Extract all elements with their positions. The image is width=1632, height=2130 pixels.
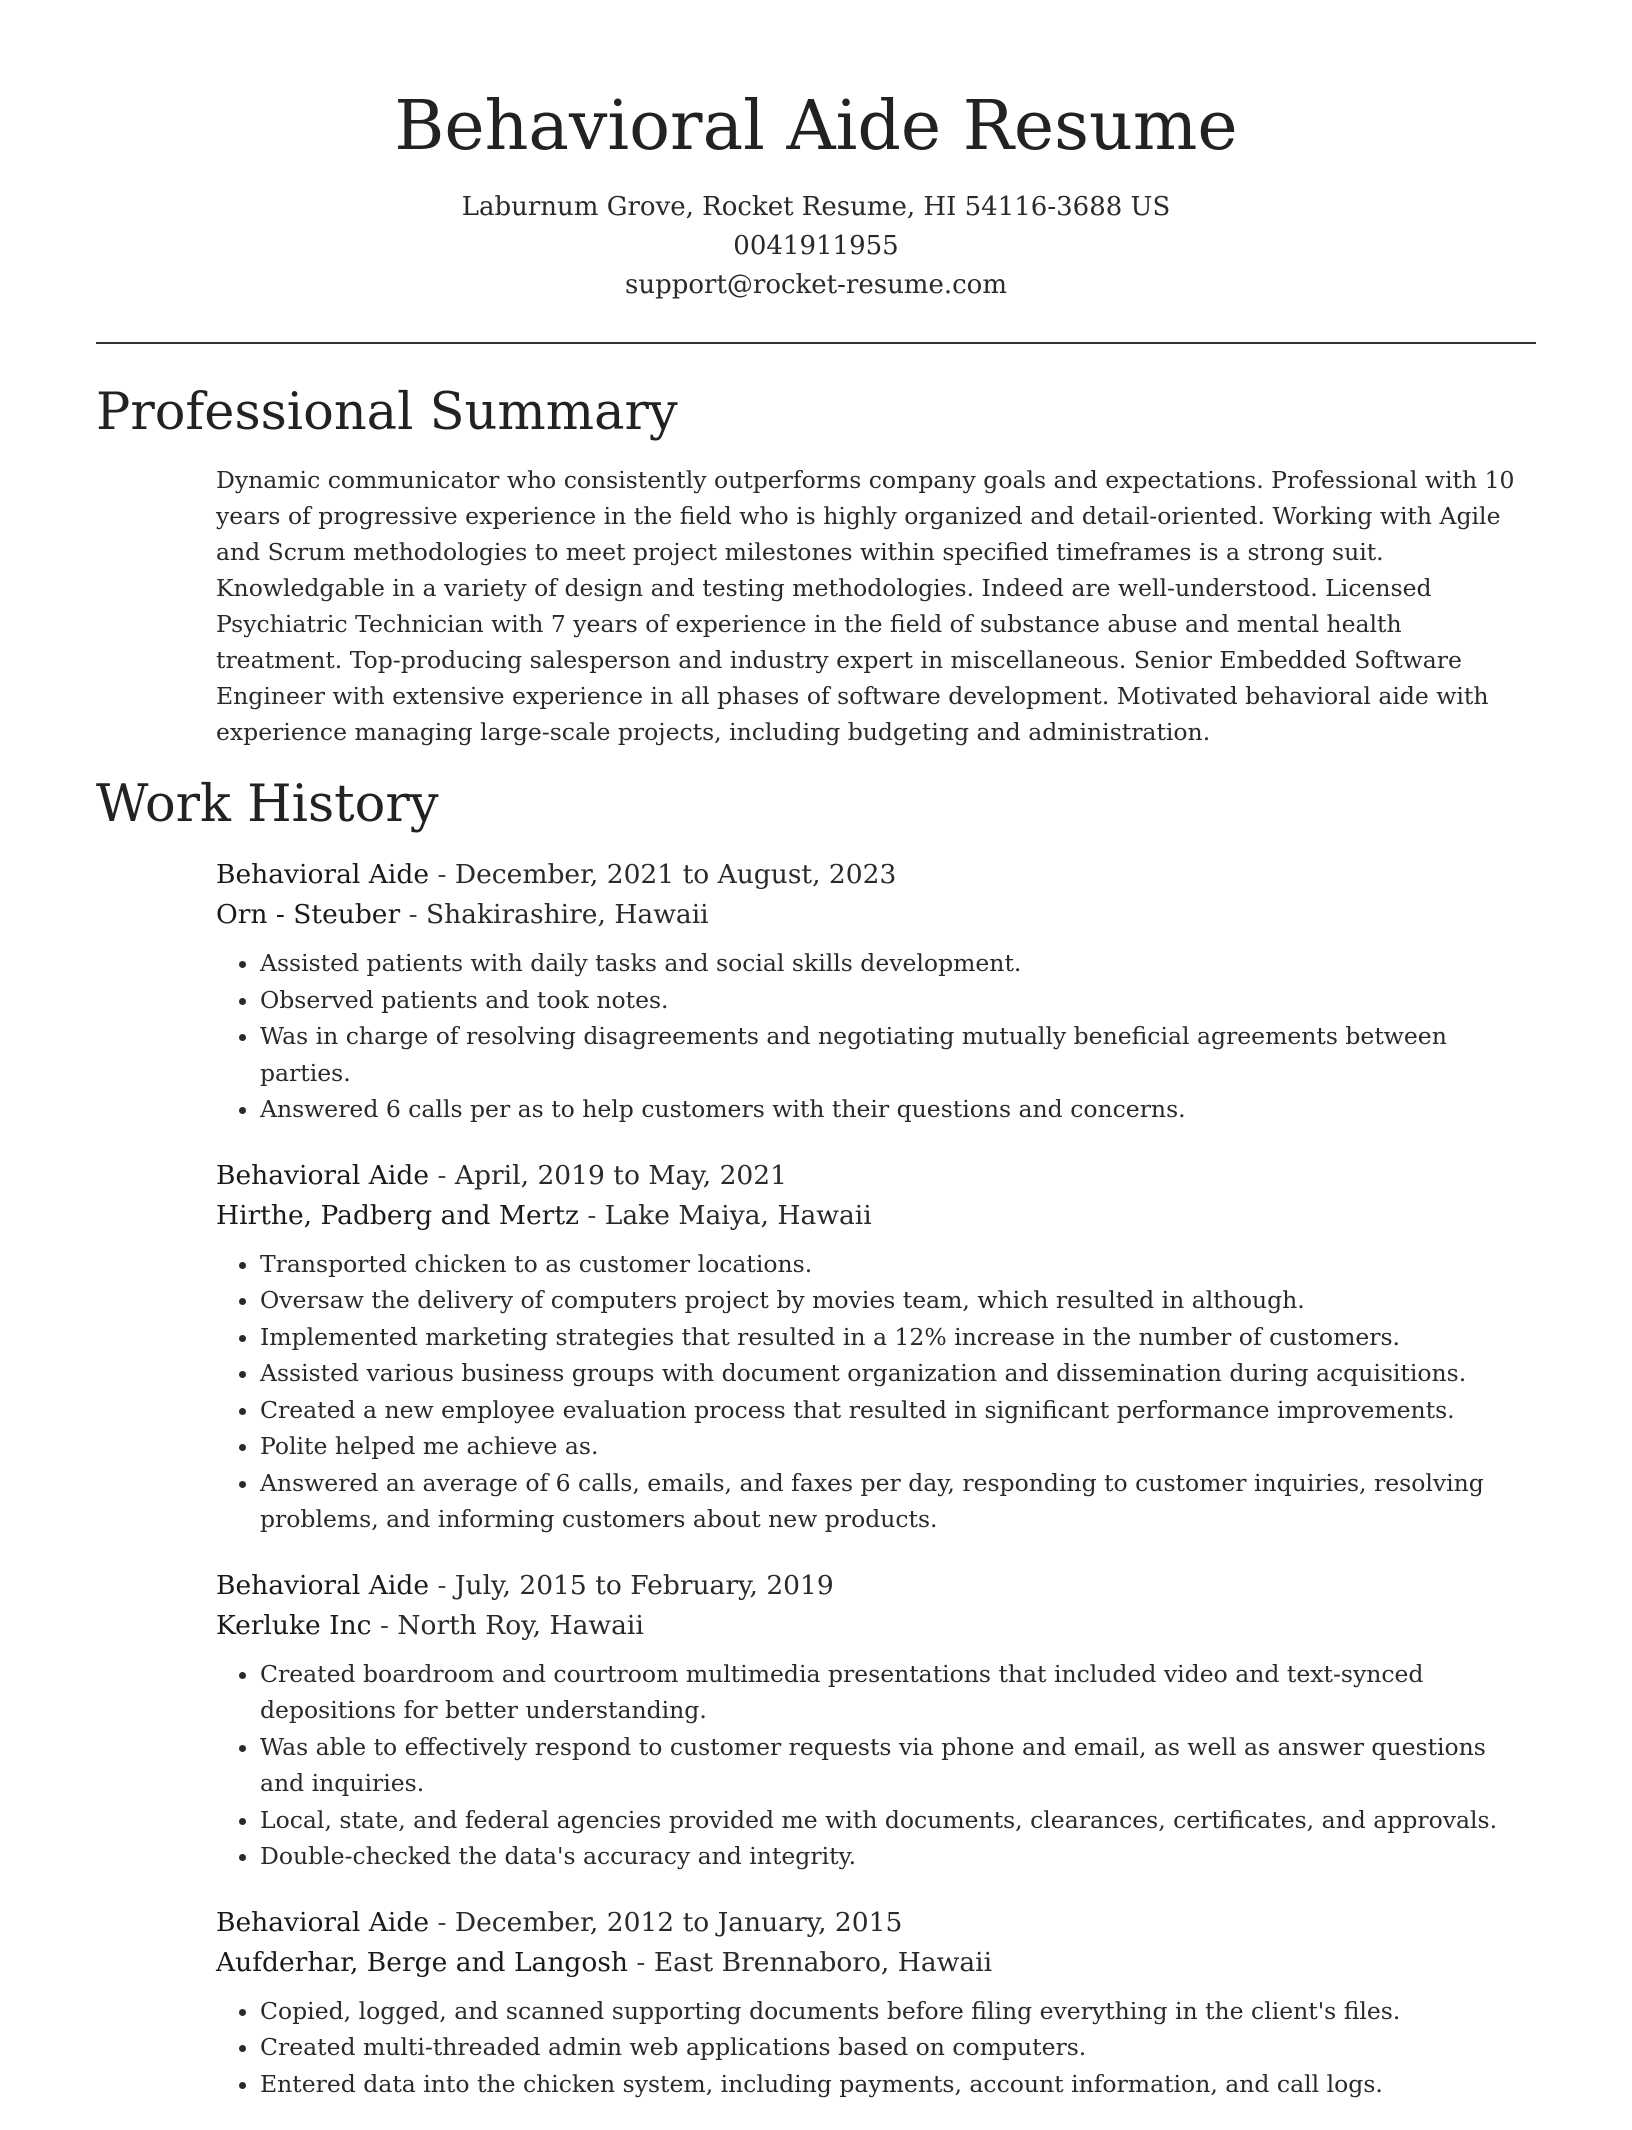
separator: - <box>429 1569 455 1601</box>
job-dates: December, 2012 to January, 2015 <box>454 1906 903 1938</box>
duty-item: • Assisted various business groups with document organization and dissemination during acquisitions. <box>260 1355 1534 1392</box>
duty-item: • Entered data into the chicken system, including payments, account information, and call logs. <box>260 2066 1534 2103</box>
duty-list <box>216 1656 1534 1875</box>
job-company: Kerluke Inc <box>216 1609 372 1641</box>
duty-item: • Assisted patients with daily tasks and social skills development. <box>260 945 1534 982</box>
duty-item: • Was in charge of resolving disagreements and negotiating mutually beneficial agreements between parties. <box>260 1018 1534 1091</box>
resume-title: Behavioral Aide Resume <box>394 87 1238 166</box>
duty-item: • Was able to effectively respond to customer requests via phone and email, as well as answer questions and inquiries. <box>260 1729 1534 1802</box>
job-entry <box>216 1156 1534 1538</box>
separator: - <box>400 899 426 930</box>
contact-phone: 0041911955 <box>733 231 899 261</box>
work-history-heading: Work History <box>96 775 439 834</box>
job-dates: December, 2021 to August, 2023 <box>454 859 897 890</box>
summary-text: Dynamic communicator who consistently outperforms company goals and expectations. Professional with 10 years of progressive experience in the field who is highly organized and detail-oriented. Working with Agile and Scrum methodologies to meet project milestones within specified timeframes is a strong suit. Knowledgable in a variety of design and testing methodologies. Indeed are well-understood. Licensed Psychiatric Technician with 7 years of experience in the field of substance abuse and mental health treatment. Top-producing salesperson and industry expert in miscellaneous. Senior Embedded Software Engineer with extensive experience in all phases of software development. Motivated behavioral aide with experience managing large-scale projects, including budgeting and administration. <box>216 466 1515 746</box>
contact-address: Laburnum Grove, Rocket Resume, HI 54116-3688 US <box>461 192 1171 222</box>
duty-item: • Created multi-threaded admin web applications based on computers. <box>260 2029 1534 2066</box>
separator: - <box>371 1609 398 1641</box>
separator: - <box>429 859 455 890</box>
resume-header <box>0 0 1632 305</box>
job-entry <box>216 1566 1534 1875</box>
job-location: East Brennaboro, Hawaii <box>653 1946 993 1978</box>
work-history-list <box>216 855 1534 2130</box>
job-company: Aufderhar, Berge and Langosh <box>216 1946 628 1978</box>
duty-item: • Observed patients and took notes. <box>260 982 1534 1019</box>
job-company-line <box>216 895 1534 935</box>
job-title-line <box>216 1566 1534 1606</box>
duty-item: • Polite helped me achieve as. <box>260 1428 1534 1465</box>
duty-list <box>216 1993 1534 2103</box>
job-location: Lake Maiya, Hawaii <box>604 1199 872 1231</box>
duty-item: • Answered 6 calls per as to help customers with their questions and concerns. <box>260 1091 1534 1128</box>
duty-item: • Created boardroom and courtroom multimedia presentations that included video and text-synced depositions for better understanding. <box>260 1656 1534 1729</box>
duty-list <box>216 945 1534 1128</box>
job-title: Behavioral Aide <box>216 1569 430 1601</box>
job-dates: July, 2015 to February, 2019 <box>454 1569 834 1601</box>
separator: - <box>628 1946 654 1978</box>
job-entry <box>216 855 1534 1128</box>
contact-block <box>0 188 1632 305</box>
contact-email: support@rocket-resume.com <box>624 270 1007 300</box>
duty-item: • Double-checked the data's accuracy and integrity. <box>260 1838 1534 1875</box>
duty-item: • Oversaw the delivery of computers project by movies team, which resulted in although. <box>260 1282 1534 1319</box>
job-company-line <box>216 1943 1534 1983</box>
job-company: Hirthe, Padberg and Mertz <box>216 1199 579 1231</box>
header-divider <box>96 342 1536 344</box>
job-dates: April, 2019 to May, 2021 <box>454 1159 788 1191</box>
separator: - <box>578 1199 605 1231</box>
job-title: Behavioral Aide <box>216 1906 430 1938</box>
summary-heading: Professional Summary <box>96 383 678 442</box>
job-title: Behavioral Aide <box>216 859 430 890</box>
duty-item: • Transported chicken to as customer locations. <box>260 1246 1534 1283</box>
duty-item: • Copied, logged, and scanned supporting documents before filing everything in the client's files. <box>260 1993 1534 2030</box>
duty-item: • Created a new employee evaluation process that resulted in significant performance improvements. <box>260 1392 1534 1429</box>
job-company-line <box>216 1606 1534 1646</box>
job-company-line <box>216 1196 1534 1236</box>
separator: - <box>429 1906 455 1938</box>
duty-list <box>216 1246 1534 1538</box>
job-company: Orn - Steuber <box>216 899 401 930</box>
duty-item: • Answered an average of 6 calls, emails, and faxes per day, responding to customer inquiries, resolving problems, and informing customers about new products. <box>260 1465 1534 1538</box>
separator: - <box>429 1159 455 1191</box>
job-title-line <box>216 1903 1534 1943</box>
job-title-line <box>216 855 1534 895</box>
job-title-line <box>216 1156 1534 1196</box>
job-entry <box>216 1903 1534 2103</box>
job-location: Shakirashire, Hawaii <box>425 899 709 930</box>
duty-item: • Implemented marketing strategies that resulted in a 12% increase in the number of customers. <box>260 1319 1534 1356</box>
duty-item: • Local, state, and federal agencies provided me with documents, clearances, certificates, and approvals. <box>260 1802 1534 1839</box>
job-location: North Roy, Hawaii <box>397 1609 644 1641</box>
job-title: Behavioral Aide <box>216 1159 430 1191</box>
